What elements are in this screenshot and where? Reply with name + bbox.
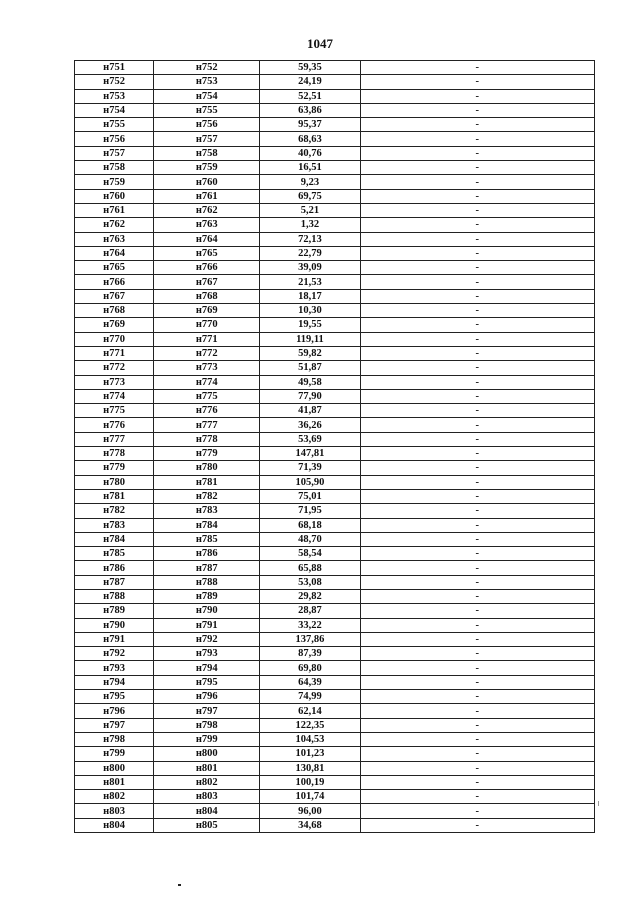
table-row: [75, 518, 595, 532]
distance-cell: 22,79: [260, 246, 360, 260]
to-point-cell: н796: [154, 690, 260, 704]
note-cell: -: [360, 447, 594, 461]
page-number: 1047: [307, 36, 333, 51]
distance-cell: 21,53: [260, 275, 360, 289]
from-point-cell: н804: [75, 818, 154, 832]
table-row: [75, 675, 595, 689]
to-point-cell: н752: [154, 61, 260, 75]
distance-cell: 74,99: [260, 690, 360, 704]
to-point-cell: н786: [154, 547, 260, 561]
to-point-cell: н797: [154, 704, 260, 718]
to-point-cell: н753: [154, 75, 260, 89]
distance-cell: 59,82: [260, 346, 360, 360]
table-row: [75, 818, 595, 832]
from-point-cell: н754: [75, 103, 154, 117]
distance-cell: 53,08: [260, 575, 360, 589]
table-row: [75, 61, 595, 75]
to-point-cell: н754: [154, 89, 260, 103]
note-cell: -: [360, 89, 594, 103]
to-point-cell: н776: [154, 404, 260, 418]
from-point-cell: н764: [75, 246, 154, 260]
from-point-cell: н769: [75, 318, 154, 332]
note-cell: -: [360, 132, 594, 146]
table-row: [75, 418, 595, 432]
distance-cell: 33,22: [260, 618, 360, 632]
distance-cell: 39,09: [260, 261, 360, 275]
to-point-cell: н788: [154, 575, 260, 589]
to-point-cell: н795: [154, 675, 260, 689]
from-point-cell: н788: [75, 589, 154, 603]
table-row: [75, 75, 595, 89]
table-row: [75, 804, 595, 818]
note-cell: -: [360, 389, 594, 403]
from-point-cell: н787: [75, 575, 154, 589]
to-point-cell: н766: [154, 261, 260, 275]
note-cell: -: [360, 504, 594, 518]
distance-cell: 16,51: [260, 161, 360, 175]
distance-cell: 1,32: [260, 218, 360, 232]
note-cell: -: [360, 304, 594, 318]
note-cell: -: [360, 661, 594, 675]
to-point-cell: н782: [154, 489, 260, 503]
from-point-cell: н776: [75, 418, 154, 432]
table-row: [75, 175, 595, 189]
note-cell: -: [360, 704, 594, 718]
boundary-points-table: [74, 60, 595, 833]
from-point-cell: н784: [75, 532, 154, 546]
note-cell: -: [360, 489, 594, 503]
note-cell: -: [360, 246, 594, 260]
distance-cell: 96,00: [260, 804, 360, 818]
distance-cell: 130,81: [260, 761, 360, 775]
from-point-cell: н795: [75, 690, 154, 704]
note-cell: -: [360, 675, 594, 689]
to-point-cell: н762: [154, 203, 260, 217]
from-point-cell: н790: [75, 618, 154, 632]
from-point-cell: н766: [75, 275, 154, 289]
table-row: [75, 218, 595, 232]
table-row: [75, 361, 595, 375]
table-row: [75, 504, 595, 518]
from-point-cell: н767: [75, 289, 154, 303]
note-cell: -: [360, 532, 594, 546]
to-point-cell: н779: [154, 447, 260, 461]
to-point-cell: н778: [154, 432, 260, 446]
distance-cell: 68,18: [260, 518, 360, 532]
table-row: [75, 132, 595, 146]
from-point-cell: н765: [75, 261, 154, 275]
to-point-cell: н772: [154, 346, 260, 360]
table-row: [75, 775, 595, 789]
note-cell: -: [360, 804, 594, 818]
note-cell: -: [360, 118, 594, 132]
to-point-cell: н777: [154, 418, 260, 432]
scan-mark: [598, 801, 599, 806]
to-point-cell: н798: [154, 718, 260, 732]
note-cell: -: [360, 461, 594, 475]
to-point-cell: н794: [154, 661, 260, 675]
to-point-cell: н774: [154, 375, 260, 389]
note-cell: -: [360, 75, 594, 89]
to-point-cell: н792: [154, 632, 260, 646]
to-point-cell: н759: [154, 161, 260, 175]
to-point-cell: н800: [154, 747, 260, 761]
table-row: [75, 275, 595, 289]
note-cell: -: [360, 418, 594, 432]
to-point-cell: н803: [154, 790, 260, 804]
distance-cell: 64,39: [260, 675, 360, 689]
scan-mark: [178, 884, 181, 886]
to-point-cell: н802: [154, 775, 260, 789]
to-point-cell: н805: [154, 818, 260, 832]
to-point-cell: н789: [154, 589, 260, 603]
table-row: [75, 489, 595, 503]
distance-cell: 40,76: [260, 146, 360, 160]
table-body: [75, 61, 595, 833]
distance-cell: 49,58: [260, 375, 360, 389]
to-point-cell: н780: [154, 461, 260, 475]
to-point-cell: н761: [154, 189, 260, 203]
from-point-cell: н753: [75, 89, 154, 103]
to-point-cell: н769: [154, 304, 260, 318]
table-row: [75, 690, 595, 704]
from-point-cell: н794: [75, 675, 154, 689]
note-cell: -: [360, 346, 594, 360]
distance-cell: 10,30: [260, 304, 360, 318]
table-row: [75, 189, 595, 203]
distance-cell: 104,53: [260, 732, 360, 746]
from-point-cell: н758: [75, 161, 154, 175]
from-point-cell: н802: [75, 790, 154, 804]
table-row: [75, 203, 595, 217]
note-cell: -: [360, 575, 594, 589]
to-point-cell: н760: [154, 175, 260, 189]
distance-cell: 52,51: [260, 89, 360, 103]
from-point-cell: н763: [75, 232, 154, 246]
note-cell: -: [360, 718, 594, 732]
from-point-cell: н768: [75, 304, 154, 318]
from-point-cell: н799: [75, 747, 154, 761]
to-point-cell: н767: [154, 275, 260, 289]
from-point-cell: н761: [75, 203, 154, 217]
distance-cell: 68,63: [260, 132, 360, 146]
distance-cell: 72,13: [260, 232, 360, 246]
from-point-cell: н803: [75, 804, 154, 818]
to-point-cell: н783: [154, 504, 260, 518]
from-point-cell: н759: [75, 175, 154, 189]
table-row: [75, 589, 595, 603]
table-row: [75, 332, 595, 346]
table-row: [75, 146, 595, 160]
table-row: [75, 604, 595, 618]
distance-cell: 58,54: [260, 547, 360, 561]
table-row: [75, 161, 595, 175]
from-point-cell: н771: [75, 346, 154, 360]
from-point-cell: н760: [75, 189, 154, 203]
table-row: [75, 103, 595, 117]
note-cell: -: [360, 818, 594, 832]
note-cell: -: [360, 232, 594, 246]
to-point-cell: н787: [154, 561, 260, 575]
to-point-cell: н804: [154, 804, 260, 818]
distance-cell: 34,68: [260, 818, 360, 832]
from-point-cell: н751: [75, 61, 154, 75]
distance-cell: 87,39: [260, 647, 360, 661]
from-point-cell: н778: [75, 447, 154, 461]
table-row: [75, 575, 595, 589]
from-point-cell: н796: [75, 704, 154, 718]
table-row: [75, 618, 595, 632]
note-cell: -: [360, 103, 594, 117]
distance-cell: 18,17: [260, 289, 360, 303]
table-row: [75, 747, 595, 761]
from-point-cell: н775: [75, 404, 154, 418]
distance-cell: 5,21: [260, 203, 360, 217]
distance-cell: 101,23: [260, 747, 360, 761]
distance-cell: 59,35: [260, 61, 360, 75]
from-point-cell: н785: [75, 547, 154, 561]
table-row: [75, 561, 595, 575]
distance-cell: 119,11: [260, 332, 360, 346]
table-row: [75, 704, 595, 718]
note-cell: -: [360, 475, 594, 489]
table-row: [75, 447, 595, 461]
distance-cell: 65,88: [260, 561, 360, 575]
note-cell: -: [360, 203, 594, 217]
from-point-cell: н783: [75, 518, 154, 532]
from-point-cell: н770: [75, 332, 154, 346]
to-point-cell: н756: [154, 118, 260, 132]
table-row: [75, 547, 595, 561]
note-cell: -: [360, 589, 594, 603]
table-row: [75, 232, 595, 246]
table-row: [75, 661, 595, 675]
distance-cell: 147,81: [260, 447, 360, 461]
table-row: [75, 89, 595, 103]
note-cell: -: [360, 690, 594, 704]
from-point-cell: н772: [75, 361, 154, 375]
note-cell: -: [360, 332, 594, 346]
note-cell: -: [360, 289, 594, 303]
from-point-cell: н791: [75, 632, 154, 646]
distance-cell: 75,01: [260, 489, 360, 503]
distance-cell: 48,70: [260, 532, 360, 546]
from-point-cell: н798: [75, 732, 154, 746]
distance-cell: 36,26: [260, 418, 360, 432]
from-point-cell: н793: [75, 661, 154, 675]
note-cell: -: [360, 146, 594, 160]
distance-cell: 62,14: [260, 704, 360, 718]
distance-cell: 101,74: [260, 790, 360, 804]
distance-cell: 95,37: [260, 118, 360, 132]
distance-cell: 53,69: [260, 432, 360, 446]
note-cell: -: [360, 189, 594, 203]
distance-cell: 69,80: [260, 661, 360, 675]
distance-cell: 77,90: [260, 389, 360, 403]
from-point-cell: н756: [75, 132, 154, 146]
note-cell: -: [360, 318, 594, 332]
from-point-cell: н773: [75, 375, 154, 389]
to-point-cell: н764: [154, 232, 260, 246]
note-cell: -: [360, 432, 594, 446]
note-cell: -: [360, 632, 594, 646]
table-row: [75, 346, 595, 360]
note-cell: -: [360, 261, 594, 275]
from-point-cell: н779: [75, 461, 154, 475]
note-cell: -: [360, 61, 594, 75]
to-point-cell: н768: [154, 289, 260, 303]
table-row: [75, 761, 595, 775]
table-row: [75, 718, 595, 732]
table-row: [75, 389, 595, 403]
distance-cell: 71,95: [260, 504, 360, 518]
to-point-cell: н775: [154, 389, 260, 403]
distance-cell: 51,87: [260, 361, 360, 375]
from-point-cell: н762: [75, 218, 154, 232]
note-cell: -: [360, 161, 594, 175]
note-cell: -: [360, 561, 594, 575]
note-cell: -: [360, 547, 594, 561]
note-cell: -: [360, 361, 594, 375]
distance-cell: 137,86: [260, 632, 360, 646]
table-row: [75, 261, 595, 275]
table-row: [75, 790, 595, 804]
from-point-cell: н755: [75, 118, 154, 132]
from-point-cell: н782: [75, 504, 154, 518]
table-row: [75, 375, 595, 389]
note-cell: -: [360, 218, 594, 232]
to-point-cell: н755: [154, 103, 260, 117]
distance-cell: 9,23: [260, 175, 360, 189]
to-point-cell: н773: [154, 361, 260, 375]
to-point-cell: н781: [154, 475, 260, 489]
note-cell: -: [360, 518, 594, 532]
distance-cell: 24,19: [260, 75, 360, 89]
table-row: [75, 404, 595, 418]
table-row: [75, 475, 595, 489]
from-point-cell: н774: [75, 389, 154, 403]
note-cell: -: [360, 747, 594, 761]
distance-cell: 63,86: [260, 103, 360, 117]
from-point-cell: н786: [75, 561, 154, 575]
table-row: [75, 289, 595, 303]
note-cell: -: [360, 775, 594, 789]
from-point-cell: н800: [75, 761, 154, 775]
to-point-cell: н801: [154, 761, 260, 775]
from-point-cell: н777: [75, 432, 154, 446]
to-point-cell: н763: [154, 218, 260, 232]
table-row: [75, 118, 595, 132]
to-point-cell: н791: [154, 618, 260, 632]
distance-cell: 29,82: [260, 589, 360, 603]
note-cell: -: [360, 375, 594, 389]
note-cell: -: [360, 175, 594, 189]
table-row: [75, 432, 595, 446]
to-point-cell: н757: [154, 132, 260, 146]
to-point-cell: н793: [154, 647, 260, 661]
from-point-cell: н801: [75, 775, 154, 789]
from-point-cell: н792: [75, 647, 154, 661]
distance-cell: 105,90: [260, 475, 360, 489]
distance-cell: 41,87: [260, 404, 360, 418]
table-row: [75, 632, 595, 646]
from-point-cell: н797: [75, 718, 154, 732]
distance-cell: 19,55: [260, 318, 360, 332]
table-row: [75, 532, 595, 546]
to-point-cell: н770: [154, 318, 260, 332]
note-cell: -: [360, 732, 594, 746]
table-row: [75, 318, 595, 332]
to-point-cell: н790: [154, 604, 260, 618]
table-row: [75, 246, 595, 260]
note-cell: -: [360, 604, 594, 618]
to-point-cell: н799: [154, 732, 260, 746]
from-point-cell: н781: [75, 489, 154, 503]
note-cell: -: [360, 618, 594, 632]
from-point-cell: н780: [75, 475, 154, 489]
note-cell: -: [360, 761, 594, 775]
note-cell: -: [360, 647, 594, 661]
distance-cell: 69,75: [260, 189, 360, 203]
note-cell: -: [360, 790, 594, 804]
to-point-cell: н771: [154, 332, 260, 346]
table-row: [75, 304, 595, 318]
to-point-cell: н758: [154, 146, 260, 160]
to-point-cell: н785: [154, 532, 260, 546]
table-row: [75, 647, 595, 661]
from-point-cell: н757: [75, 146, 154, 160]
table-row: [75, 732, 595, 746]
distance-cell: 28,87: [260, 604, 360, 618]
distance-cell: 100,19: [260, 775, 360, 789]
to-point-cell: н765: [154, 246, 260, 260]
to-point-cell: н784: [154, 518, 260, 532]
distance-cell: 122,35: [260, 718, 360, 732]
from-point-cell: н752: [75, 75, 154, 89]
table-row: [75, 461, 595, 475]
note-cell: -: [360, 275, 594, 289]
from-point-cell: н789: [75, 604, 154, 618]
distance-cell: 71,39: [260, 461, 360, 475]
note-cell: -: [360, 404, 594, 418]
